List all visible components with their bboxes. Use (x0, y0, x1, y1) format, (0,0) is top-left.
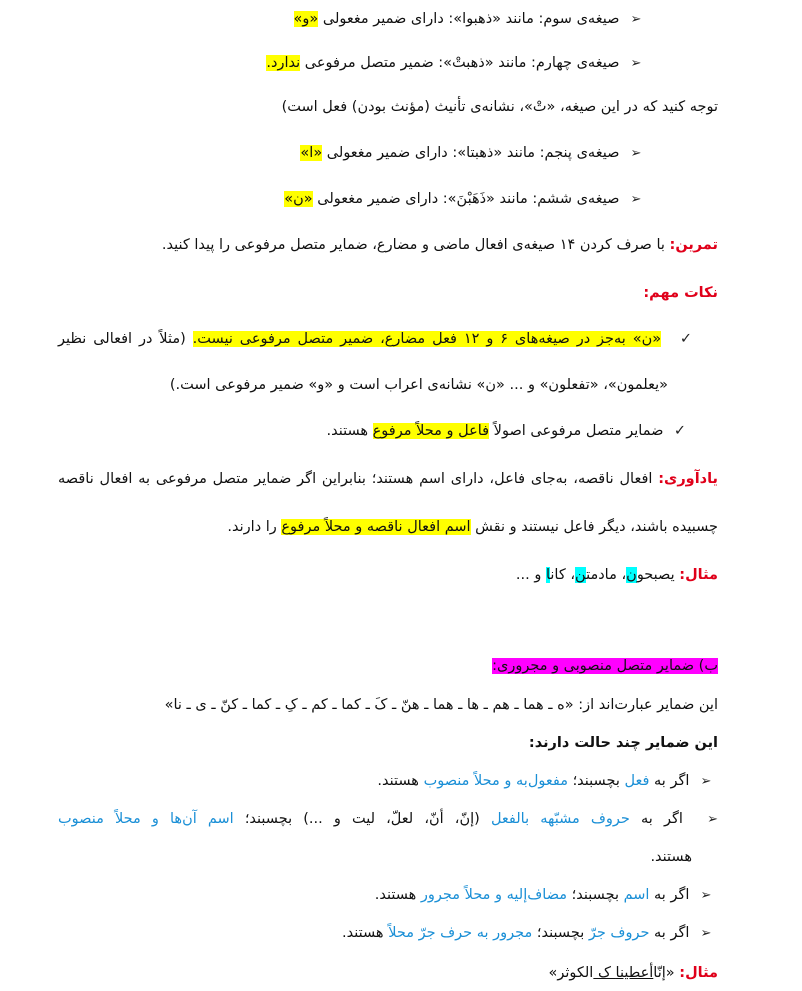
check-line-1-cont: «یعلمون»، «تفعلون» و ... «ن» نشانه‌ی اعراب است و «و» ضمیر مرفوعی است.) (169, 377, 668, 393)
bullet-line-form-4: ➢ صیغه‌ی چهارم: مانند «ذهبتْ»: ضمیر متصل مرفوعی ندارد. (0, 52, 648, 75)
arrow-bullet-icon: ➢ (630, 56, 642, 71)
arrow-bullet-icon: ➢ (700, 888, 712, 903)
pronoun-list-line: این ضمایر عبارت‌اند از: «ه ـ هما ـ هم ـ ها ـ هما ـ هنّ ـ کَ ـ کما ـ کم ـ کِ ـ کما ـ کنّ ـ ی ـ نا» (164, 697, 718, 713)
states-heading: این ضمایر چند حالت دارند: (528, 735, 718, 751)
arrow-bullet-icon: ➢ (707, 812, 719, 827)
check-bullet-icon: ✓ (673, 423, 687, 439)
case-particles-line: ➢ اگر به حروف مشبّهه بالفعل (إنّ، أنّ، لعلّ، لیت و ...) بچسبند؛ اسم آن‌ها و محلاً منصوب (58, 808, 718, 831)
arrow-bullet-icon: ➢ (630, 146, 642, 161)
exercise-label: تمرین: (669, 237, 718, 253)
note-line: توجه کنید که در این صیغه، «تْ»، نشانه‌ی تأنیث (مؤنث بودن) فعل است) (281, 99, 718, 115)
reminder-line-cont: چسبیده باشند، دیگر فاعل نیستند و نقش اسم افعال ناقصه و محلاً مرفوع را دارند. (227, 519, 718, 535)
bullet-line-form-6: ➢ صیغه‌ی ششم: مانند «ذَهَبْنَ»: دارای ضمیر مغعولی «ن» (0, 188, 648, 211)
arrow-bullet-icon: ➢ (630, 12, 642, 27)
case-verb-line: ➢ اگر به فعل بچسبند؛ مفعول‌به و محلاً منصوب هستند. (0, 770, 718, 793)
reminder-line: یادآوری: افعال ناقصه، به‌جای فاعل، دارای اسم هستند؛ بنابراین اگر ضمایر متصل مرفوعی به افعال ناقصه (58, 471, 718, 487)
case-particles-cont: هستند. (650, 849, 692, 865)
exercise-line: تمرین: با صرف کردن ۱۴ صیغه‌ی افعال ماضی و مضارع، ضمایر متصل مرفوعی را پیدا کنید. (161, 237, 718, 253)
bullet-line-form-5: ➢ صیغه‌ی پنجم: مانند «ذهبتا»: دارای ضمیر مغعولی «ا» (0, 142, 648, 165)
check-bullet-icon: ✓ (679, 331, 692, 347)
check-line-2: ✓ ضمایر متصل مرفوعی اصولاً فاعل و محلاً مرفوع هستند. (0, 420, 692, 442)
example-line-2: مثال: «إنّاأعطینا ک الکوثر» (548, 965, 718, 981)
arrow-bullet-icon: ➢ (630, 192, 642, 207)
section-b-heading: ب) ضمایر متصل منصوبی و مجروری: (492, 658, 718, 674)
case-preposition-line: ➢ اگر به حروف جرّ بچسبند؛ مجرور به حرف جرّ محلاً هستند. (0, 922, 718, 945)
arrow-bullet-icon: ➢ (700, 774, 712, 789)
arrow-bullet-icon: ➢ (700, 926, 712, 941)
check-line-1: ✓ «ن» به‌جز در صیغه‌های ۶ و ۱۲ فعل مضارع، ضمیر متصل مرفوعی نیست. (مثلاً در افعالی نظیر (58, 328, 692, 350)
example-line-1: مثال: یصبحون، مادمتن، کانا و ... (515, 567, 718, 583)
important-notes-heading: نکات مهم: (643, 285, 718, 301)
bullet-line-form-3: ➢ صیغه‌ی سوم: مانند «ذهبوا»: دارای ضمیر مغعولی «و» (0, 8, 648, 31)
case-noun-line: ➢ اگر به اسم بچسبند؛ مضاف‌إلیه و محلاً مجرور هستند. (0, 884, 718, 907)
